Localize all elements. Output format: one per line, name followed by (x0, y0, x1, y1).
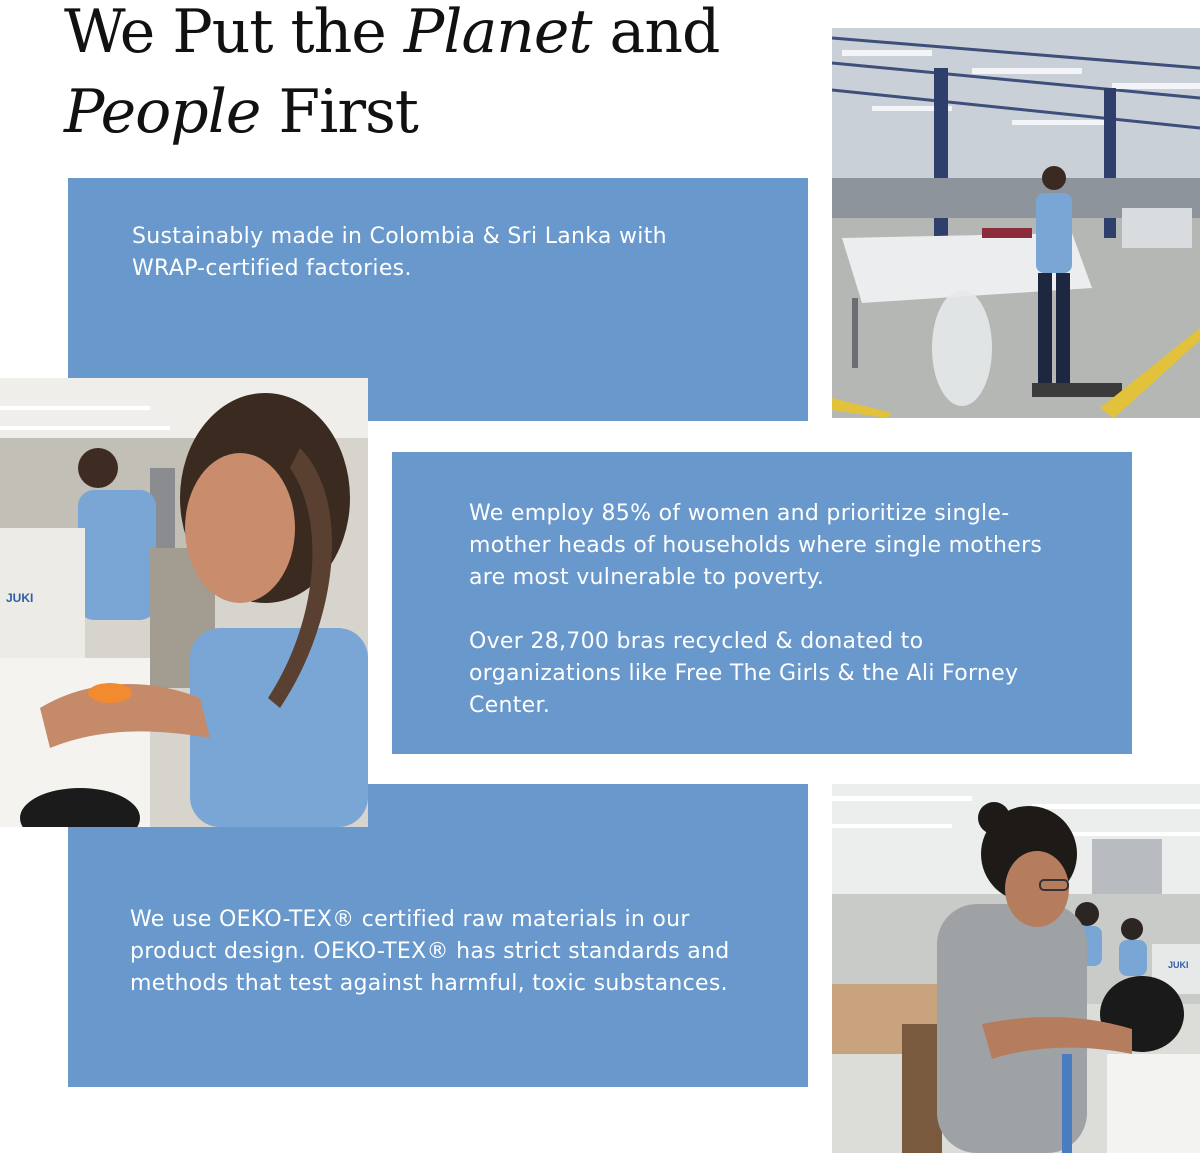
panel-text-materials: We use OEKO-TEX® certified raw materials in our product design. OEKO-TEX® has strict standards and methods that test against harmful, toxic substances. (130, 907, 730, 996)
photo-sewing-worker (0, 378, 368, 827)
title-emphasis-planet: Planet (403, 0, 592, 67)
photo-factory-floor (832, 28, 1200, 418)
info-panel-materials (68, 784, 808, 1087)
panel-text-sourcing: Sustainably made in Colombia & Sri Lanka with WRAP-certified factories. (132, 224, 667, 281)
title-part-2: and (591, 0, 720, 67)
title-part-3: First (260, 77, 418, 147)
bra-worker-image (832, 784, 1200, 1153)
panel-text-employment: We employ 85% of women and prioritize single-mother heads of households where single mothers are most vulnerable to poverty. (469, 501, 1043, 590)
machine-brand-label: JUKI (6, 591, 34, 605)
info-panel-employment (392, 452, 1132, 754)
factory-floor-image (832, 28, 1200, 418)
title-emphasis-people: People (64, 77, 261, 147)
title-part-1: We Put the (64, 0, 404, 67)
page-title (64, 0, 804, 152)
panel-text-recycling: Over 28,700 bras recycled & donated to organizations like Free The Girls & the Ali Forney Center. (469, 629, 1019, 718)
machine-brand-label: JUKI (1168, 960, 1189, 970)
photo-bra-worker (832, 784, 1200, 1153)
sewing-worker-image (0, 378, 368, 827)
